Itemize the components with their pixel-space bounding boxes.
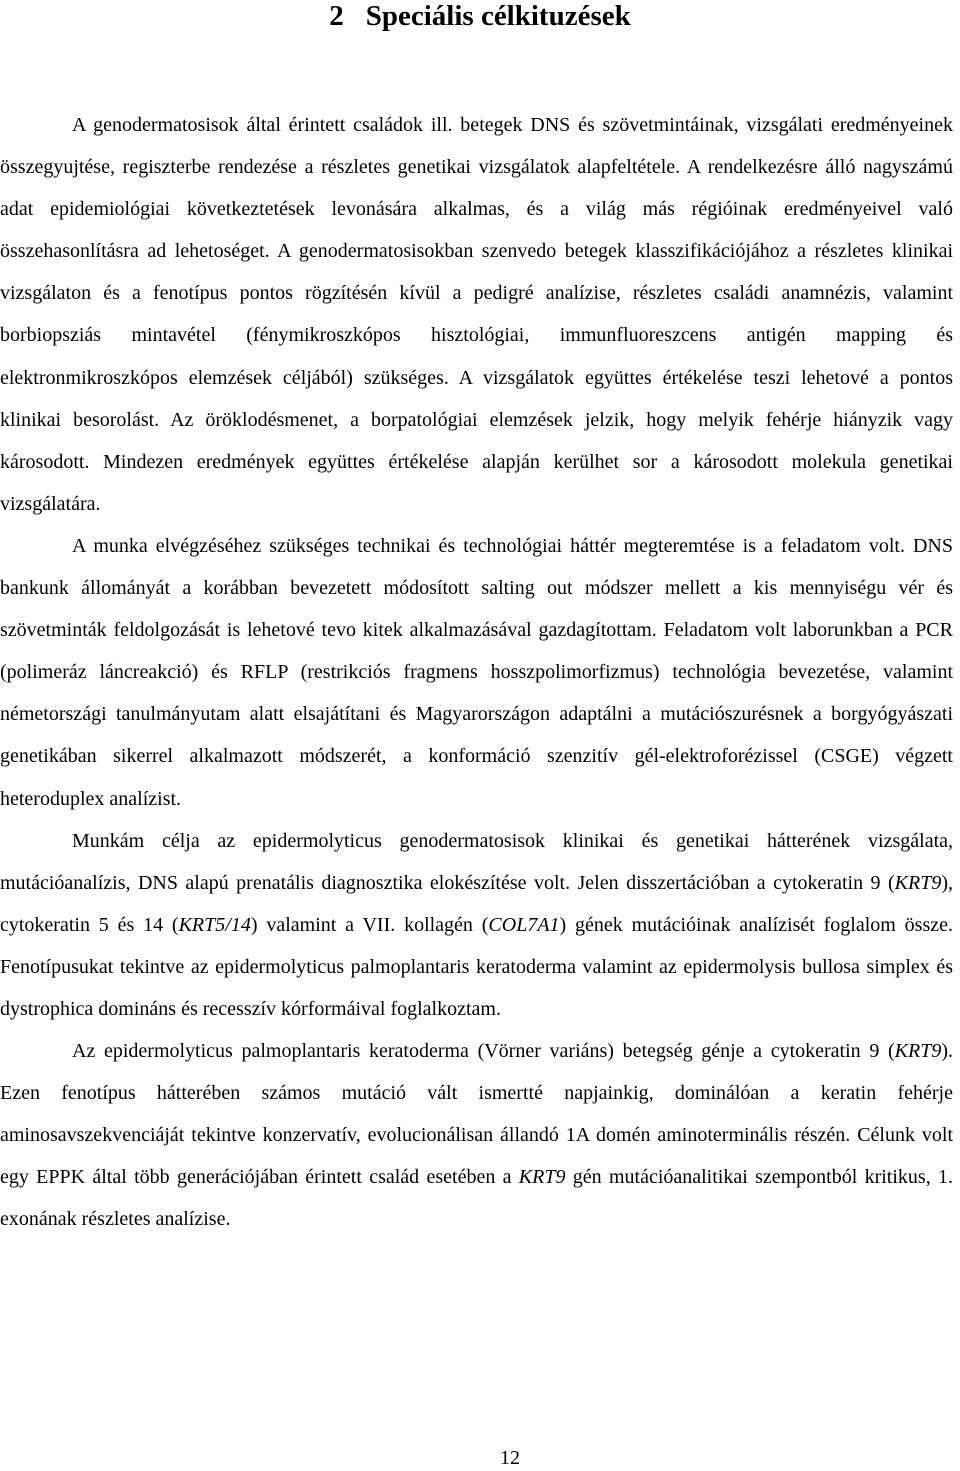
gene-name: KRT9	[894, 1040, 942, 1063]
gene-name: COL7A1	[488, 913, 560, 936]
paragraph-text: gén mutációanalitikai szempontból kritikus, 1. exonának részletes analízise.	[0, 1166, 953, 1231]
paragraph-4	[0, 1030, 953, 1240]
section-heading	[0, 0, 960, 32]
paragraph-2	[0, 525, 953, 820]
paragraph-text: ). Ezen fenotípus hátterében számos mutáció vált ismertté napjainkig, dominálóan a keratin fehérje aminosavszekvenciáját tekintve konzervatív, evolucionálisan állandó 1A domén aminoterminális részén. Célunk volt egy EPPK által több generációjában érintett család esetében a	[0, 1040, 953, 1189]
gene-name: KRT9	[518, 1166, 566, 1189]
paragraph-text: Az epidermolyticus palmoplantaris keratoderma (Vörner variáns) betegség génje a cytokeratin 9 (	[72, 1040, 895, 1063]
paragraph-text: ) valamint a VII. kollagén (	[250, 913, 489, 936]
page-number: 12	[500, 1447, 520, 1469]
body-text	[0, 104, 953, 1241]
gene-name: KRT9	[894, 871, 942, 894]
section-title: Speciális célkituzések	[365, 0, 631, 32]
paragraph-text: A genodermatosisok által érintett családok ill. betegek DNS és szövetmintáinak, vizsgálati eredményeinek összegyujtése, regiszterbe rendezése a részletes genetikai vizsgálatok alapfeltétele. A rendelkezésre álló nagyszámú adat epidemiológiai következtetések levonására alkalmas, és a világ más régióinak eredményeivel való összehasonlításra ad lehetoséget. A genodermatosisokban szenvedo betegek klasszifikációjához a részletes klinikai vizsgálaton és a fenotípus pontos rögzítésén kívül a pedigré analízise, részletes családi anamnézis, valamint borbiopsziás mintavétel (fénymikroszkópos hisztológiai, immunfluoreszcens antigén mapping és elektronmikroszkópos elemzések céljából) szükséges. A vizsgálatok együttes értékelése teszi lehetové a pontos klinikai besorolást. Az öröklodésmenet, a borpatológiai elemzések jelzik, hogy melyik fehérje hiányzik vagy károsodott. Mindezen eredmények együttes értékelése alapján kerülhet sor a károsodott molekula genetikai vizsgálatára.	[0, 114, 953, 515]
section-number: 2	[329, 0, 344, 32]
paragraph-3	[0, 820, 953, 1030]
paragraph-text: ) gének mutációinak analízisét foglalom össze. Fenotípusukat tekintve az epidermolyticus palmoplantaris keratoderma valamint az epidermolysis bullosa simplex és dystrophica domináns és recesszív kórformáival foglalkoztam.	[0, 913, 953, 1020]
paragraph-text: Munkám célja az epidermolyticus genodermatosisok klinikai és genetikai hátterének vizsgálata, mutációanalízis, DNS alapú prenatális diagnosztika elokészítése volt. Jelen disszertációban a cytokeratin 9 (	[0, 829, 953, 894]
paragraph-1	[0, 104, 953, 525]
paragraph-text: ), cytokeratin 5 és 14 (	[0, 871, 953, 936]
gene-name: KRT5/14	[178, 913, 251, 936]
paragraph-text: A munka elvégzéséhez szükséges technikai és technológiai háttér megteremtése is a feladatom volt. DNS bankunk állományát a korábban bevezetett módosított salting out módszer mellett a kis mennyiségu vér és szövetminták feldolgozását is lehetové tevo kitek alkalmazásával gazdagítottam. Feladatom volt laborunkban a PCR (polimeráz láncreakció) és RFLP (restrikciós fragmens hosszpolimorfizmus) technológia bevezetése, valamint németországi tanulmányutam alatt elsajátítani és Magyarországon adaptálni a mutációszurésnek a borgyógyászati genetikában sikerrel alkalmazott módszerét, a konformáció szenzitív gél-elektroforézissel (CSGE) végzett heteroduplex analízist.	[0, 534, 953, 810]
